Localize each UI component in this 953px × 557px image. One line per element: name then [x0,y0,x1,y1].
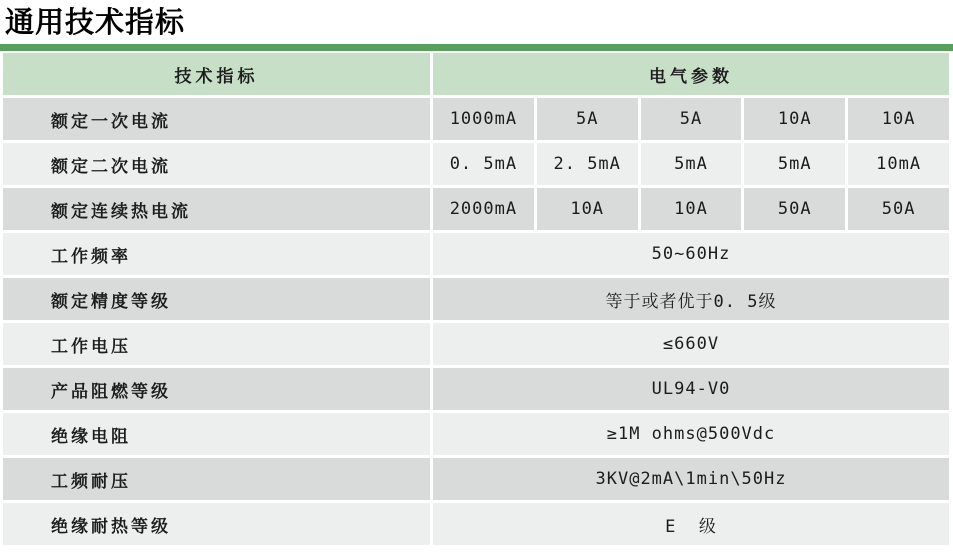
spec-label: 绝缘电阻 [3,413,430,455]
spec-value: 10A [744,98,845,140]
spec-value: 1000mA [433,98,534,140]
spec-label: 额定精度等级 [3,278,430,320]
header-electrical-params: 电气参数 [433,53,949,95]
spec-value: 2000mA [433,188,534,230]
spec-label: 额定二次电流 [3,143,430,185]
spec-label: 工作频率 [3,233,430,275]
spec-value: 5mA [641,143,742,185]
spec-table [3,53,949,545]
table-row [3,413,949,455]
spec-value: ≥1M ohms@500Vdc [433,413,949,455]
spec-value: 10A [537,188,638,230]
table-row [3,323,949,365]
table-row [3,458,949,500]
spec-value: 2. 5mA [537,143,638,185]
table-row [3,98,949,140]
spec-value: 50A [744,188,845,230]
spec-value: UL94-V0 [433,368,949,410]
table-row [3,368,949,410]
table-header-row [3,53,949,95]
spec-value: 3KV@2mA\1min\50Hz [433,458,949,500]
spec-value: 50~60Hz [433,233,949,275]
spec-value: E 级 [433,503,949,545]
table-row [3,278,949,320]
spec-value: 5A [641,98,742,140]
spec-value: 等于或者优于0. 5级 [433,278,949,320]
header-tech-specs: 技术指标 [3,53,430,95]
spec-label: 绝缘耐热等级 [3,503,430,545]
page-title: 通用技术指标 [5,7,186,39]
table-row [3,233,949,275]
spec-label: 工频耐压 [3,458,430,500]
table-row [3,188,949,230]
table-row [3,503,949,545]
spec-label: 额定连续热电流 [3,188,430,230]
table-row [3,143,949,185]
spec-value: 5A [537,98,638,140]
accent-bar [0,44,953,51]
spec-value: ≤660V [433,323,949,365]
spec-value: 10mA [848,143,949,185]
spec-value: 10A [641,188,742,230]
spec-label: 额定一次电流 [3,98,430,140]
spec-label: 产品阻燃等级 [3,368,430,410]
spec-value: 10A [848,98,949,140]
spec-label: 工作电压 [3,323,430,365]
spec-value: 50A [848,188,949,230]
spec-value: 5mA [744,143,845,185]
spec-value: 0. 5mA [433,143,534,185]
